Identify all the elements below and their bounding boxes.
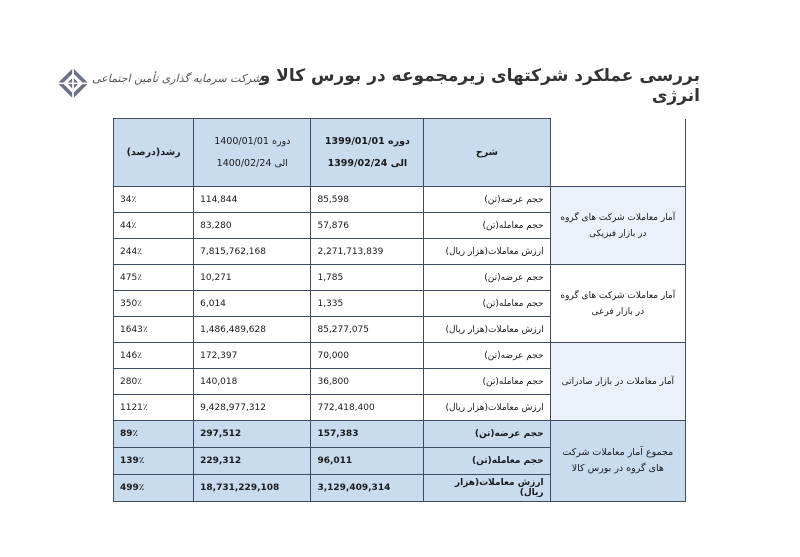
header-growth: رشد(درصد) — [114, 119, 194, 187]
group-label-total — [550, 421, 685, 502]
row-label: حجم معامله(تن) — [424, 369, 550, 395]
group-label-line1: آمار معاملات شرکت های گروه — [560, 212, 676, 223]
table-row — [114, 343, 686, 369]
row-label: حجم عرضه(تن) — [424, 421, 550, 448]
group-label-line1: مجموع آمار معاملات شرکت های گروه در بورس کالا — [562, 447, 674, 474]
value-1399: 1,335 — [311, 291, 424, 317]
group-label-physical — [550, 187, 685, 265]
growth-value: 139٪ — [114, 448, 194, 475]
table-row — [114, 265, 686, 291]
growth-value: 350٪ — [114, 291, 194, 317]
row-label: حجم معامله(تن) — [424, 213, 550, 239]
value-1400: 229,312 — [194, 448, 311, 475]
group-label-line1: آمار معاملات شرکت های گروه — [560, 290, 676, 301]
value-1399: 57,876 — [311, 213, 424, 239]
row-label: ارزش معاملات(هزار ریال) — [424, 317, 550, 343]
company-logo-icon — [56, 66, 90, 104]
table-row — [114, 187, 686, 213]
value-1400: 7,815,762,168 — [194, 239, 311, 265]
header-period-1400-line1: دوره 1400/01/01 — [214, 135, 291, 147]
growth-value: 89٪ — [114, 421, 194, 448]
row-label: حجم عرضه(تن) — [424, 187, 550, 213]
value-1399: 2,271,713,839 — [311, 239, 424, 265]
header-desc: شرح — [424, 119, 550, 187]
growth-value: 499٪ — [114, 475, 194, 502]
value-1400: 6,014 — [194, 291, 311, 317]
group-label-line2: در بازار فیزیکی — [589, 228, 647, 239]
row-label: حجم معامله(تن) — [424, 448, 550, 475]
logo-text: شرکت سرمایه گذاری تأمین اجتماعی — [92, 72, 262, 85]
row-label: حجم معامله(تن) — [424, 291, 550, 317]
row-label: ارزش معاملات(هزار ریال) — [424, 239, 550, 265]
growth-value: 280٪ — [114, 369, 194, 395]
row-label: حجم عرضه(تن) — [424, 265, 550, 291]
value-1400: 9,428,977,312 — [194, 395, 311, 421]
value-1400: 10,271 — [194, 265, 311, 291]
value-1400: 114,844 — [194, 187, 311, 213]
row-label: ارزش معاملات(هزار ریال) — [424, 475, 550, 502]
performance-table — [113, 118, 686, 502]
header-period-1400-line2: الی 1400/02/24 — [216, 157, 288, 169]
growth-value: 34٪ — [114, 187, 194, 213]
value-1399: 157,383 — [311, 421, 424, 448]
row-label: ارزش معاملات(هزار ریال) — [424, 395, 550, 421]
value-1400: 1,486,489,628 — [194, 317, 311, 343]
header-period-1399-line2: الی 1399/02/24 — [327, 157, 408, 169]
growth-value: 146٪ — [114, 343, 194, 369]
header-period-1399 — [311, 119, 424, 187]
group-label-export — [550, 343, 685, 421]
row-label: حجم عرضه(تن) — [424, 343, 550, 369]
value-1399: 3,129,409,314 — [311, 475, 424, 502]
growth-value: 1643٪ — [114, 317, 194, 343]
value-1399: 70,000 — [311, 343, 424, 369]
page-title: بررسی عملکرد شرکتهای زیرمجموعه در بورس کالا و انرژی — [259, 66, 700, 106]
group-label-line1: آمار معاملات در بازار صادراتی — [561, 376, 675, 387]
group-label-line2: در بازار فرعی — [591, 306, 645, 317]
growth-value: 1121٪ — [114, 395, 194, 421]
value-1400: 297,512 — [194, 421, 311, 448]
header-row — [114, 119, 686, 187]
value-1399: 772,418,400 — [311, 395, 424, 421]
value-1399: 36,800 — [311, 369, 424, 395]
value-1400: 140,018 — [194, 369, 311, 395]
value-1399: 1,785 — [311, 265, 424, 291]
value-1400: 18,731,229,108 — [194, 475, 311, 502]
value-1400: 83,280 — [194, 213, 311, 239]
header-period-1400 — [194, 119, 311, 187]
value-1399: 85,277,075 — [311, 317, 424, 343]
total-row — [114, 421, 686, 448]
value-1400: 172,397 — [194, 343, 311, 369]
growth-value: 244٪ — [114, 239, 194, 265]
group-label-secondary — [550, 265, 685, 343]
value-1399: 96,011 — [311, 448, 424, 475]
value-1399: 85,598 — [311, 187, 424, 213]
header-period-1399-line1: دوره 1399/01/01 — [324, 135, 410, 147]
growth-value: 44٪ — [114, 213, 194, 239]
header-spacer — [550, 119, 685, 187]
growth-value: 475٪ — [114, 265, 194, 291]
